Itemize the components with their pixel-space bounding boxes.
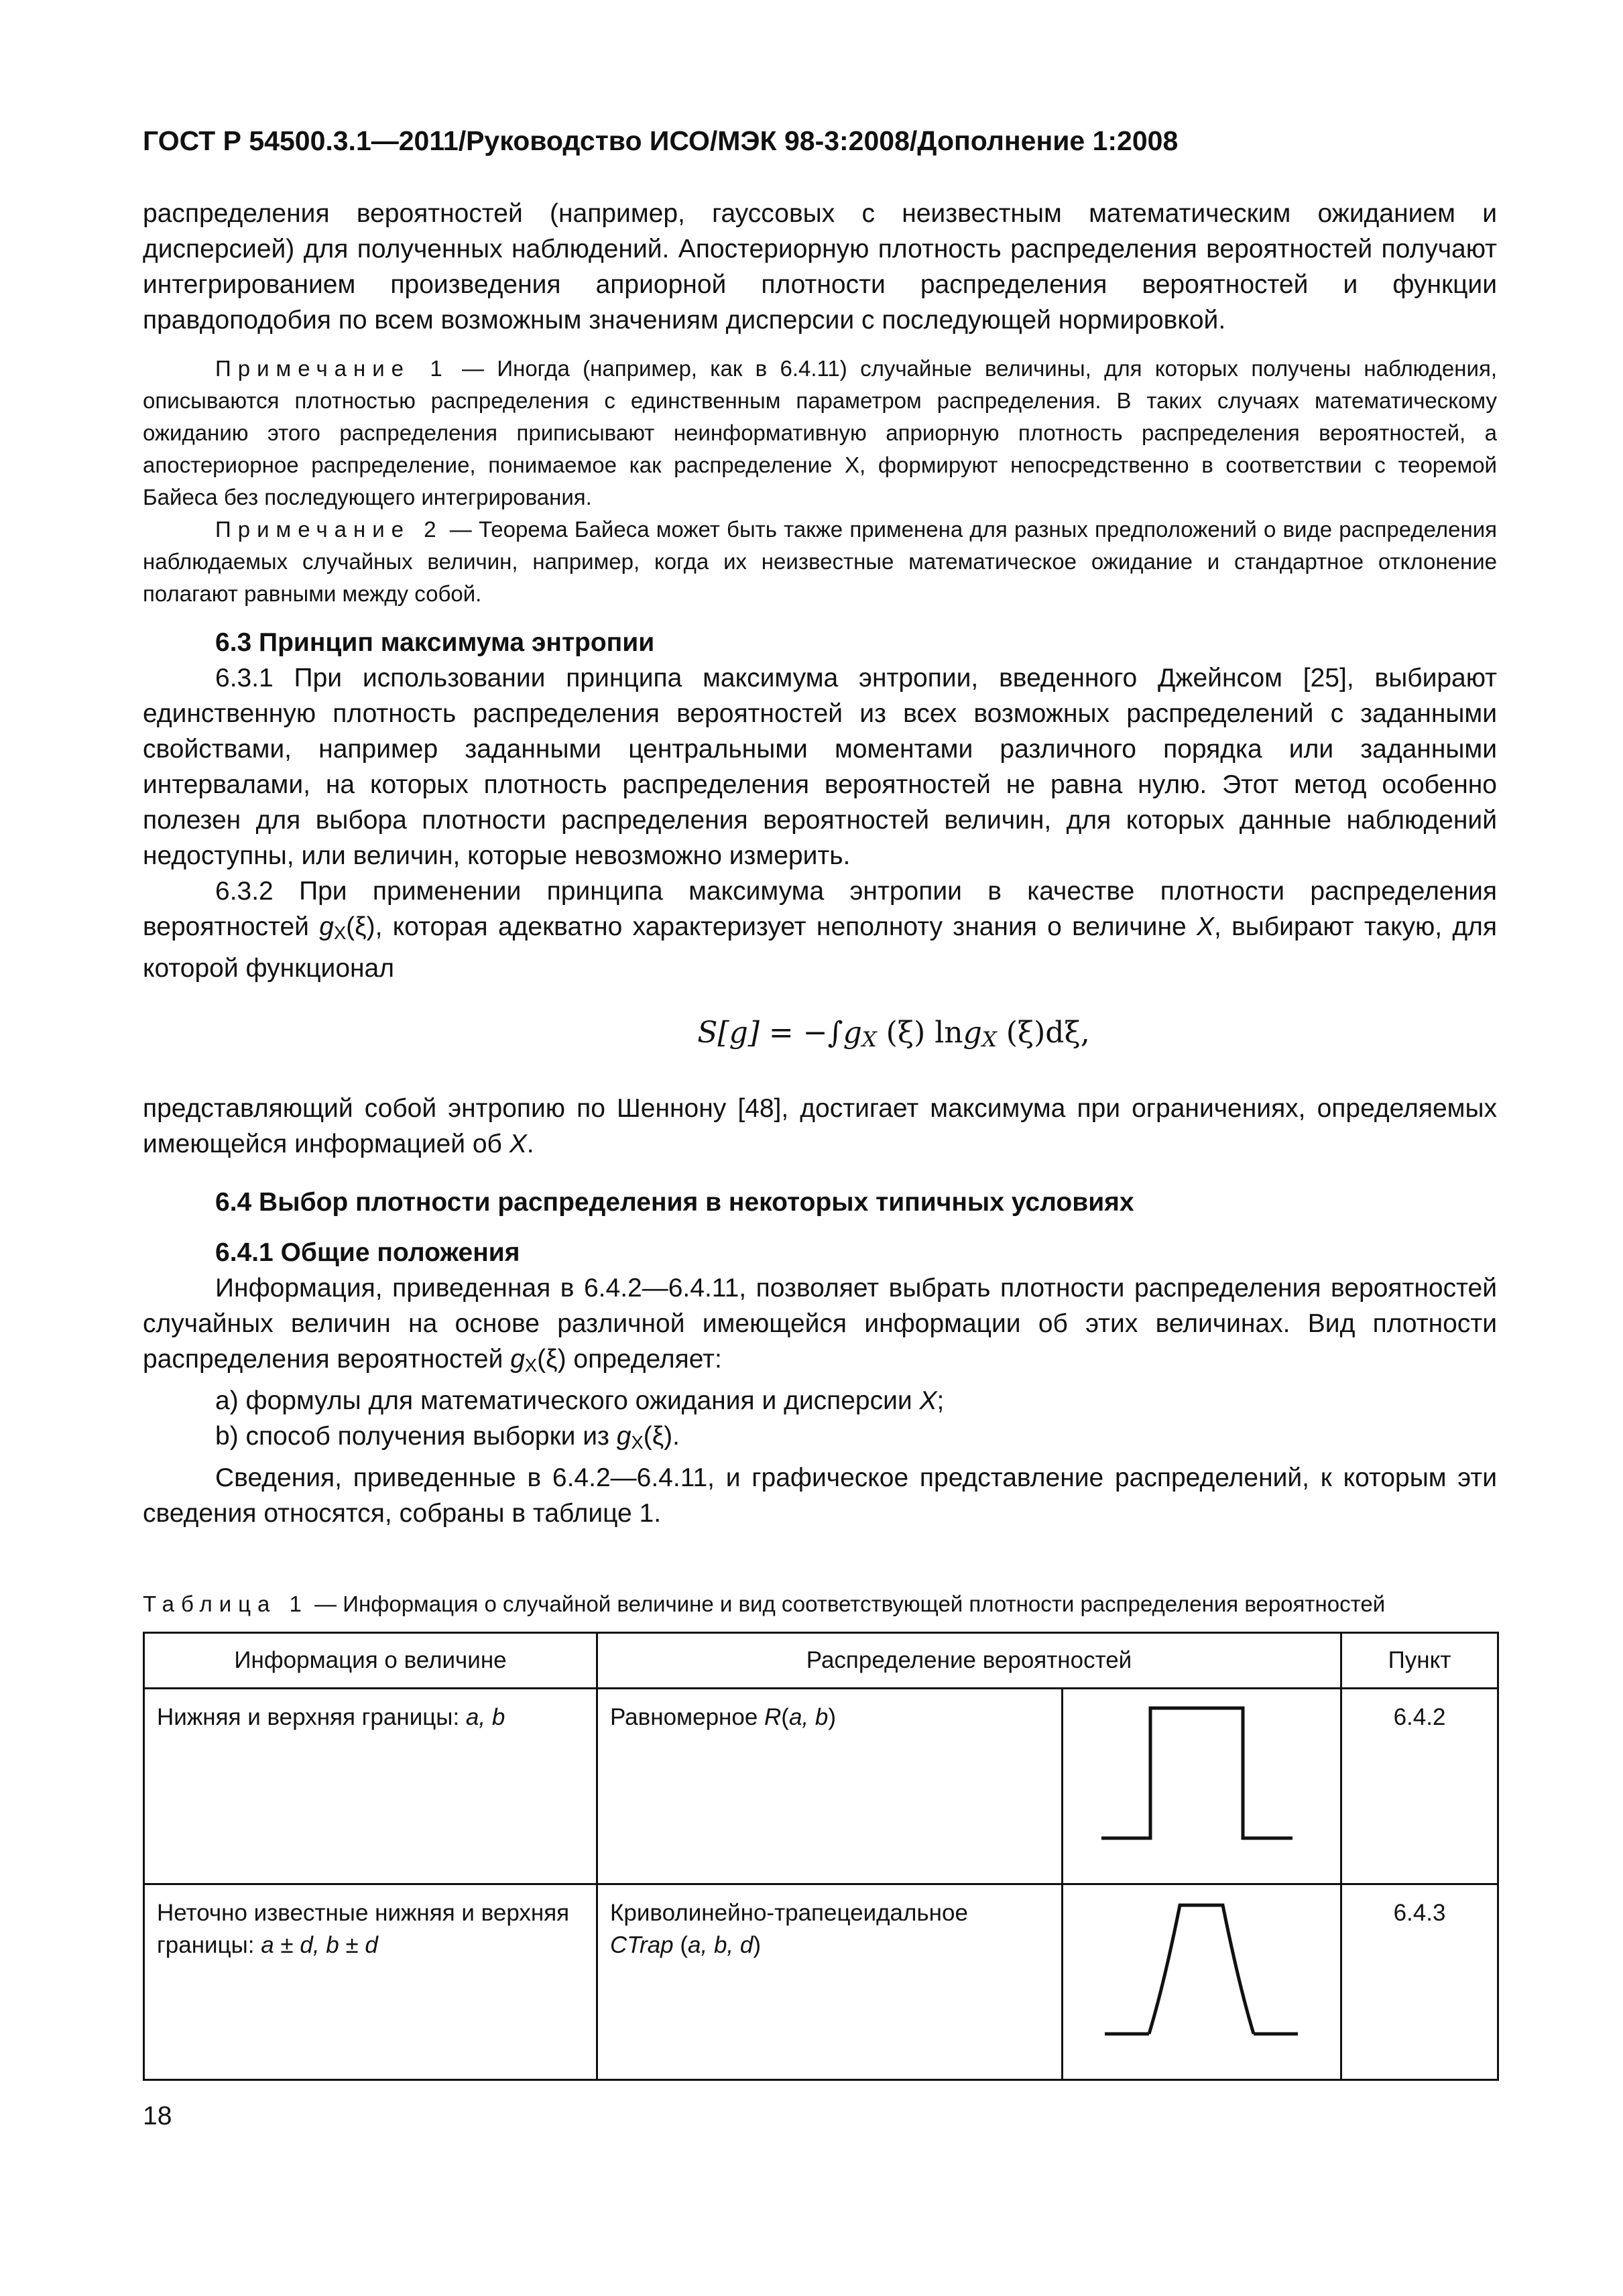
- intro-paragraph: распределения вероятностей (например, гауссовых с неизвестным математическим ожиданием и дисперсией) для полученных наблюдений. Апостериорную плотность распределения вероятностей получают интегрированием произведения априорной плотности распределения вероятностей и функции правдоподобия по всем возможным значениям дисперсии с последующей нормировкой.: [143, 199, 1497, 335]
- info-cell: [144, 1689, 597, 1884]
- text-run: (ξ): [346, 912, 375, 941]
- text-run: Нижняя и верхняя границы:: [157, 1704, 466, 1730]
- subscript-x: X: [524, 1355, 538, 1376]
- info-cell: [144, 1884, 597, 2080]
- variables: a, b: [788, 1704, 829, 1730]
- note-2: [143, 513, 1497, 610]
- distribution-name-cell: [597, 1884, 1063, 2080]
- formula-rhs: (ξ)dξ,: [996, 1016, 1090, 1050]
- symbol-g: g: [616, 1422, 632, 1451]
- text-run: Информация, приведенная в 6.4.2—6.4.11, позволяет выбрать плотности распределения вероятностей случайных величин на основе различной имеющейся информации об этих величинах. Вид плотности распределения вероятностей: [143, 1274, 1497, 1374]
- section-6-3-2-paragraph: [143, 873, 1497, 986]
- symbol-x: X: [1196, 912, 1214, 941]
- list-item-b: [143, 1418, 1497, 1460]
- text-run: Равномерное: [610, 1704, 765, 1730]
- text-run: , выбирают такую, для которой функционал: [143, 912, 1497, 983]
- distribution-name-cell: [597, 1689, 1063, 1884]
- column-header-info: Информация о величине: [144, 1633, 597, 1689]
- page-content: [143, 196, 1497, 2081]
- distribution-symbol: CTrap: [610, 1932, 674, 1958]
- distribution-symbol: R: [764, 1704, 782, 1730]
- text-run: a) формулы для математического ожидания и дисперсии: [215, 1386, 920, 1415]
- page-number: 18: [143, 2102, 172, 2130]
- text-run: (ξ).: [643, 1422, 680, 1451]
- text-run: представляющий собой энтропию по Шеннону [48], достигает максимума при ограничениях, определяемых имеющейся информацией об: [143, 1094, 1497, 1158]
- text-run: (: [673, 1932, 688, 1958]
- formula-mid: (ξ) ln: [876, 1016, 963, 1050]
- variables: a, b, d: [688, 1932, 754, 1958]
- note-1-lead: Примечание 1: [215, 356, 449, 381]
- formula-lhs: S[g] = −∫: [697, 1016, 843, 1050]
- page-header: ГОСТ Р 54500.3.1—2011/Руководство ИСО/МЭК 98-3:2008/Дополнение 1:2008: [143, 125, 1179, 156]
- distribution-table: [143, 1632, 1499, 2081]
- table-caption: [143, 1589, 1497, 1620]
- text-run: Неточно известные нижняя и верхняя границы:: [157, 1900, 570, 1958]
- curvilinear-trapezoid-pdf-shape: [1063, 1885, 1342, 2070]
- note-1-text: — Иногда (например, как в 6.4.11) случайные величины, для которых получены наблюдения, описываются плотностью распределения с единственным параметром распределения. В таких случаях математическому ожиданию этого распределения приписывают неинформативную априорную плотность распределения вероятностей, а апостериорное распределение, понимаемое как распределение X, формируют непосредственно в соответствии с теоремой Байеса без последующего интегрирования.: [143, 356, 1497, 509]
- note-1: [143, 353, 1497, 513]
- entropy-formula: [290, 1013, 1497, 1060]
- text-run: b) способ получения выборки из: [215, 1422, 617, 1451]
- section-6-4-1-heading: 6.4.1 Общие положения: [215, 1238, 520, 1267]
- text-run: ): [828, 1704, 836, 1730]
- text-run: Криволинейно-трапецеидальное: [610, 1900, 968, 1926]
- text-run: (: [781, 1704, 789, 1730]
- section-6-4-heading: 6.4 Выбор плотности распределения в некоторых типичных условиях: [215, 1188, 1134, 1217]
- formula-g1: g: [843, 1016, 862, 1050]
- list-item-a: [143, 1383, 1497, 1418]
- column-header-clause: Пункт: [1341, 1633, 1498, 1689]
- table-caption-lead: Таблица 1: [143, 1591, 308, 1616]
- text-run: , которая адекватно характеризует неполноту знания о величине: [375, 912, 1197, 941]
- subscript-x: X: [333, 922, 347, 943]
- table-header-row: [144, 1633, 1498, 1689]
- clause-cell: 6.4.2: [1341, 1689, 1498, 1884]
- variables: a, b: [465, 1704, 505, 1730]
- variables: a ± d, b ± d: [261, 1932, 378, 1958]
- rectangular-pdf-shape: [1063, 1689, 1342, 1874]
- curvilinear-trapezoid-line: [1149, 1905, 1254, 2034]
- section-6-4-1-paragraph: [143, 1270, 1497, 1383]
- subscript-x: X: [631, 1432, 644, 1453]
- section-6-3-2-continuation: [143, 1091, 1497, 1162]
- column-header-distribution: Распределение вероятностей: [597, 1633, 1341, 1689]
- table-caption-text: — Информация о случайной величине и вид соответствующей плотности распределения вероятностей: [308, 1591, 1386, 1616]
- symbol-g: g: [510, 1345, 525, 1374]
- clause-cell: 6.4.3: [1341, 1884, 1498, 2080]
- formula-sub1: X: [861, 1028, 877, 1052]
- formula-sub2: X: [981, 1028, 997, 1052]
- formula-g2: g: [963, 1016, 982, 1050]
- rectangular-pdf-line: [1101, 1708, 1293, 1838]
- section-6-3-heading: 6.3 Принцип максимума энтропии: [215, 628, 655, 657]
- note-2-lead: Примечание 2: [215, 517, 443, 542]
- table-row: [144, 1689, 1498, 1884]
- section-6-4-1-summary: Сведения, приведенные в 6.4.2—6.4.11, и графическое представление распределений, к которым эти сведения относятся, собраны в таблице 1.: [143, 1463, 1497, 1528]
- text-run: (ξ) определяет:: [537, 1345, 722, 1374]
- section-6-3-1-paragraph: 6.3.1 При использовании принципа максимума энтропии, введенного Джейнсом [25], выбирают единственную плотность распределения вероятностей из всех возможных распределений с заданными свойствами, например заданными центральными моментами различного порядка или заданными интервалами, на которых плотность распределения вероятностей не равна нулю. Этот метод особенно полезен для выбора плотности распределения вероятностей величин, для которых данные наблюдений недоступны, или величин, которые невозможно измерить.: [143, 664, 1497, 870]
- symbol-x: X: [509, 1130, 527, 1158]
- text-run: .: [526, 1130, 534, 1158]
- symbol-g: g: [319, 912, 334, 941]
- distribution-shape-cell: [1063, 1689, 1341, 1884]
- text-run: ): [753, 1932, 761, 1958]
- distribution-shape-cell: [1063, 1884, 1341, 2080]
- text-run: 6.3.2 При применении принципа максимума энтропии в качестве плотности распределения вероятностей: [143, 877, 1497, 941]
- text-run: ;: [937, 1386, 945, 1415]
- table-row: [144, 1884, 1498, 2080]
- symbol-x: X: [919, 1386, 937, 1415]
- note-2-text: — Теорема Байеса может быть также применена для разных предположений о виде распределения наблюдаемых случайных величин, например, когда их неизвестные математическое ожидание и стандартное отклонение полагают равными между собой.: [143, 517, 1498, 606]
